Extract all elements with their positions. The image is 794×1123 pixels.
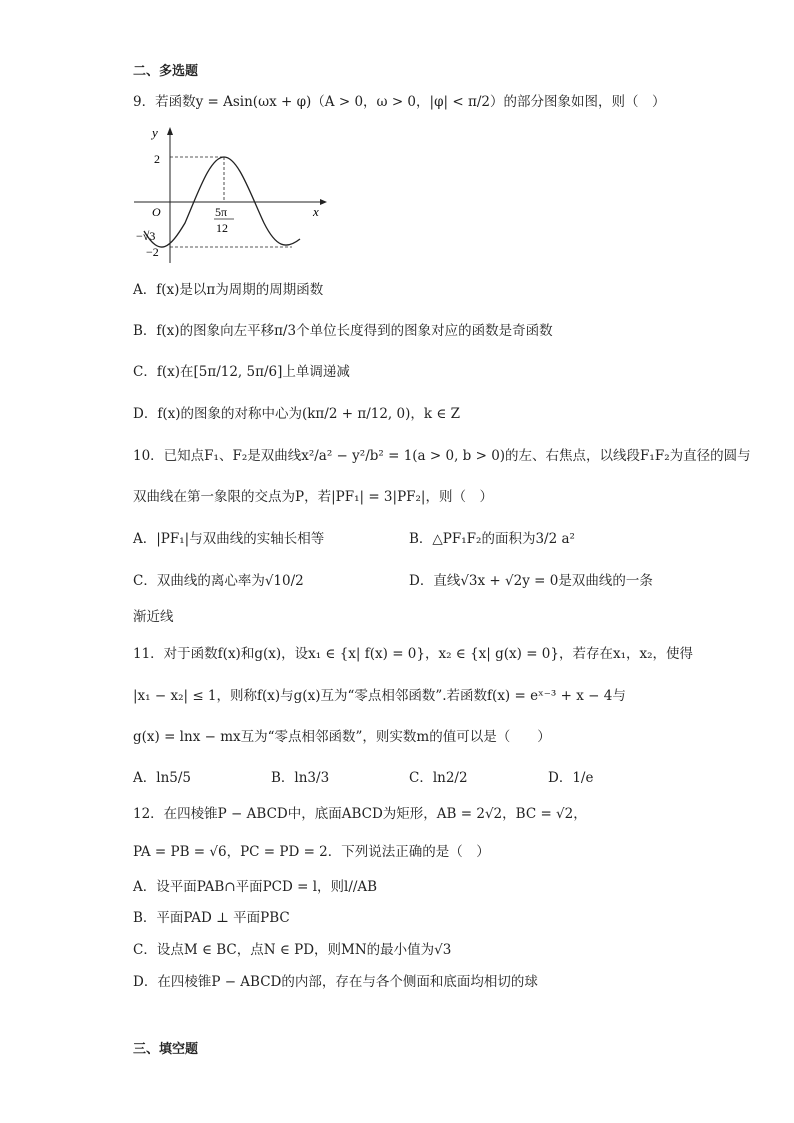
q11-option-b: B．ln3/3: [271, 770, 330, 786]
y-tick-neg-sqrt3: −√3: [136, 229, 156, 243]
q11-option-d: D．1/e: [548, 770, 594, 786]
section-heading-fill-in: 三、填空题: [133, 1042, 199, 1057]
y-axis-arrow: [167, 127, 173, 135]
q9-option-c: C．f(x)在[5π/12, 5π/6]上单调递减: [133, 364, 350, 380]
y-tick-2: 2: [154, 152, 160, 166]
q9-stem: 9．若函数y = Asin(ωx + φ)（A > 0，ω > 0，|φ| < π/2）的部分图象如图，则（ ）: [133, 94, 666, 110]
q10-stem-line1: 10．已知点F₁、F₂是双曲线x²/a² − y²/b² = 1(a > 0, b > 0)的左、右焦点，以线段F₁F₂为直径的圆与: [133, 448, 751, 464]
q9-option-a: A．f(x)是以π为周期的周期函数: [133, 282, 324, 298]
x-axis-arrow: [320, 199, 327, 205]
q11-stem-line3: g(x) = lnx − mx互为“零点相邻函数”，则实数m的值可以是（ ）: [133, 729, 551, 745]
q11-option-a: A．ln5/5: [133, 770, 191, 786]
y-tick-neg-2: −2: [146, 245, 159, 259]
q12-stem-line2: PA = PB = √6，PC = PD = 2．下列说法正确的是（ ）: [133, 844, 490, 860]
q10-option-d: D．直线√3x + √2y = 0是双曲线的一条: [409, 573, 653, 589]
q12-option-c: C．设点M ∈ BC，点N ∈ PD，则MN的最小值为√3: [133, 942, 452, 958]
q9-option-d: D．f(x)的图象的对称中心为(kπ/2 + π/12, 0)，k ∈ Z: [133, 406, 460, 422]
q11-option-c: C．ln2/2: [409, 770, 468, 786]
q12-stem-line1: 12．在四棱锥P − ABCD中，底面ABCD为矩形，AB = 2√2，BC = √2，: [133, 806, 587, 822]
q12-option-b: B．平面PAD ⊥ 平面PBC: [133, 910, 290, 926]
q12-option-a: A．设平面PAB∩平面PCD = l，则l//AB: [133, 879, 378, 895]
q10-option-d-continued: 渐近线: [133, 609, 174, 625]
q10-stem-line2: 双曲线在第一象限的交点为P，若|PF₁| = 3|PF₂|，则（ ）: [133, 489, 493, 505]
section-heading-multiple-choice: 二、多选题: [133, 64, 199, 79]
q11-stem-line2: |x₁ − x₂| ≤ 1，则称f(x)与g(x)互为“零点相邻函数”.若函数f(x) = eˣ⁻³ + x − 4与: [133, 688, 626, 704]
q10-option-b: B．△PF₁F₂的面积为3/2 a²: [409, 531, 575, 547]
x-tick-denominator: 12: [216, 221, 228, 235]
q9-sine-graph: [130, 123, 330, 263]
x-axis-label: x: [313, 204, 319, 219]
q9-option-b: B．f(x)的图象向左平移π/3个单位长度得到的图象对应的函数是奇函数: [133, 323, 553, 339]
q12-option-d: D．在四棱锥P − ABCD的内部，存在与各个侧面和底面均相切的球: [133, 974, 538, 990]
q10-option-c: C．双曲线的离心率为√10/2: [133, 573, 304, 589]
q11-stem-line1: 11．对于函数f(x)和g(x)，设x₁ ∈ {x| f(x) = 0}，x₂ ∈ {x| g(x) = 0}，若存在x₁，x₂，使得: [133, 646, 694, 662]
y-axis-label: y: [152, 125, 158, 140]
x-tick-numerator: 5π: [215, 205, 228, 219]
q10-option-a: A．|PF₁|与双曲线的实轴长相等: [133, 531, 325, 547]
origin-label: O: [152, 205, 161, 219]
